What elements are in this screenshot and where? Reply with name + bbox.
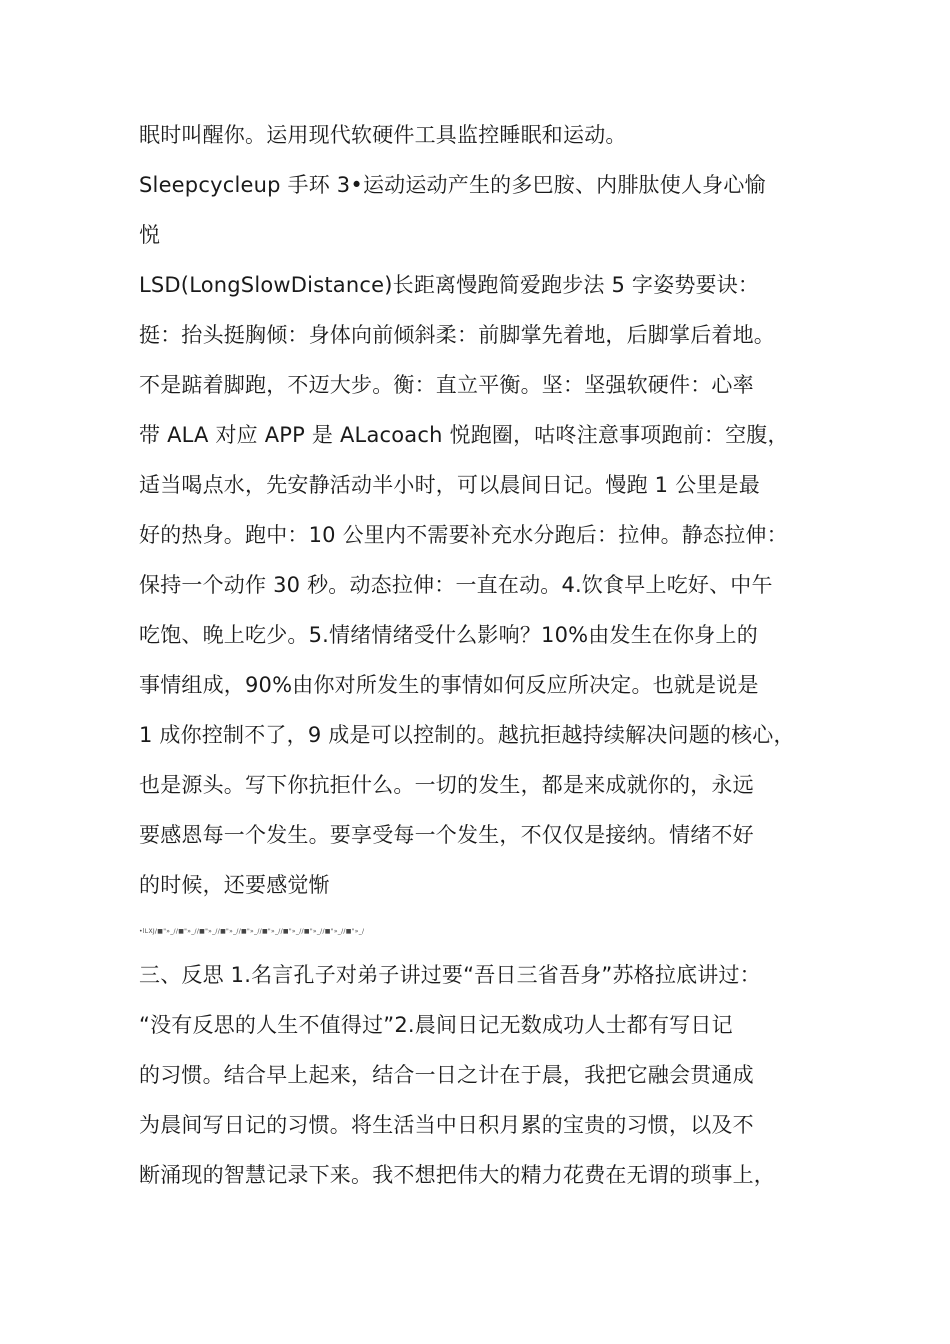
paragraph-line: 的时候，还要感觉惭 — [139, 873, 330, 897]
paragraph-line: 挺：抬头挺胸倾：身体向前倾斜柔：前脚掌先着地，后脚掌后着地。 — [139, 323, 775, 347]
paragraph-line: 的习惯。结合早上起来，结合一日之计在于晨，我把它融会贯通成 — [139, 1063, 754, 1087]
paragraph-line: 为晨间写日记的习惯。将生活当中日积月累的宝贵的习惯，以及不 — [139, 1113, 754, 1137]
paragraph-line: 眠时叫醒你。运用现代软硬件工具监控睡眠和运动。 — [139, 123, 627, 147]
paragraph-line: 1 成你控制不了，9 成是可以控制的。越抗拒越持续解决问题的核心， — [139, 723, 795, 747]
paragraph-line: Sleepcycleup 手环 3•运动运动产生的多巴胺、内腓肽使人身心愉 — [139, 173, 766, 197]
paragraph-line: 要感恩每一个发生。要享受每一个发生，不仅仅是接纳。情绪不好 — [139, 823, 754, 847]
paragraph-line: 吃饱、晚上吃少。5.情绪情绪受什么影响？10%由发生在你身上的 — [139, 623, 758, 647]
paragraph-line: 不是踮着脚跑，不迈大步。衡：直立平衡。坚：坚强软硬件：心率 — [139, 373, 754, 397]
paragraph-line: 断涌现的智慧记录下来。我不想把伟大的精力花费在无谓的琐事上， — [139, 1163, 775, 1187]
paragraph-line: 保持一个动作 30 秒。动态拉伸：一直在动。4.饮食早上吃好、中午 — [139, 573, 773, 597]
paragraph-line: 适当喝点水，先安静活动半小时，可以晨间日记。慢跑 1 公里是最 — [139, 473, 760, 497]
paragraph-line: “没有反思的人生不值得过”2.晨间日记无数成功人士都有写日记 — [139, 1013, 733, 1037]
paragraph-line: 事情组成，90%由你对所发生的事情如何反应所决定。也就是说是 — [139, 673, 759, 697]
page-footer-mark: •lLXJ/■"»_//■"»_//■"»_//■"»_//■"»_//■"»_//■"»_//■"»_//■"»_//■"»_/ — [139, 928, 365, 935]
paragraph-line: 好的热身。跑中：10 公里内不需要补充水分跑后：拉伸。静态拉伸： — [139, 523, 788, 547]
paragraph-line: 也是源头。写下你抗拒什么。一切的发生，都是来成就你的，永远 — [139, 773, 754, 797]
paragraph-line: 带 ALA 对应 APP 是 ALacoach 悦跑圈，咕咚注意事项跑前：空腹， — [139, 423, 789, 447]
paragraph-line: LSD(LongSlowDistance)长距离慢跑简爱跑步法 5 字姿势要诀： — [139, 273, 760, 297]
section-heading-line: 三、反思 1.名言孔子对弟子讲过要“吾日三省吾身”苏格拉底讲过： — [139, 963, 761, 987]
paragraph-line: 悦 — [139, 223, 161, 247]
